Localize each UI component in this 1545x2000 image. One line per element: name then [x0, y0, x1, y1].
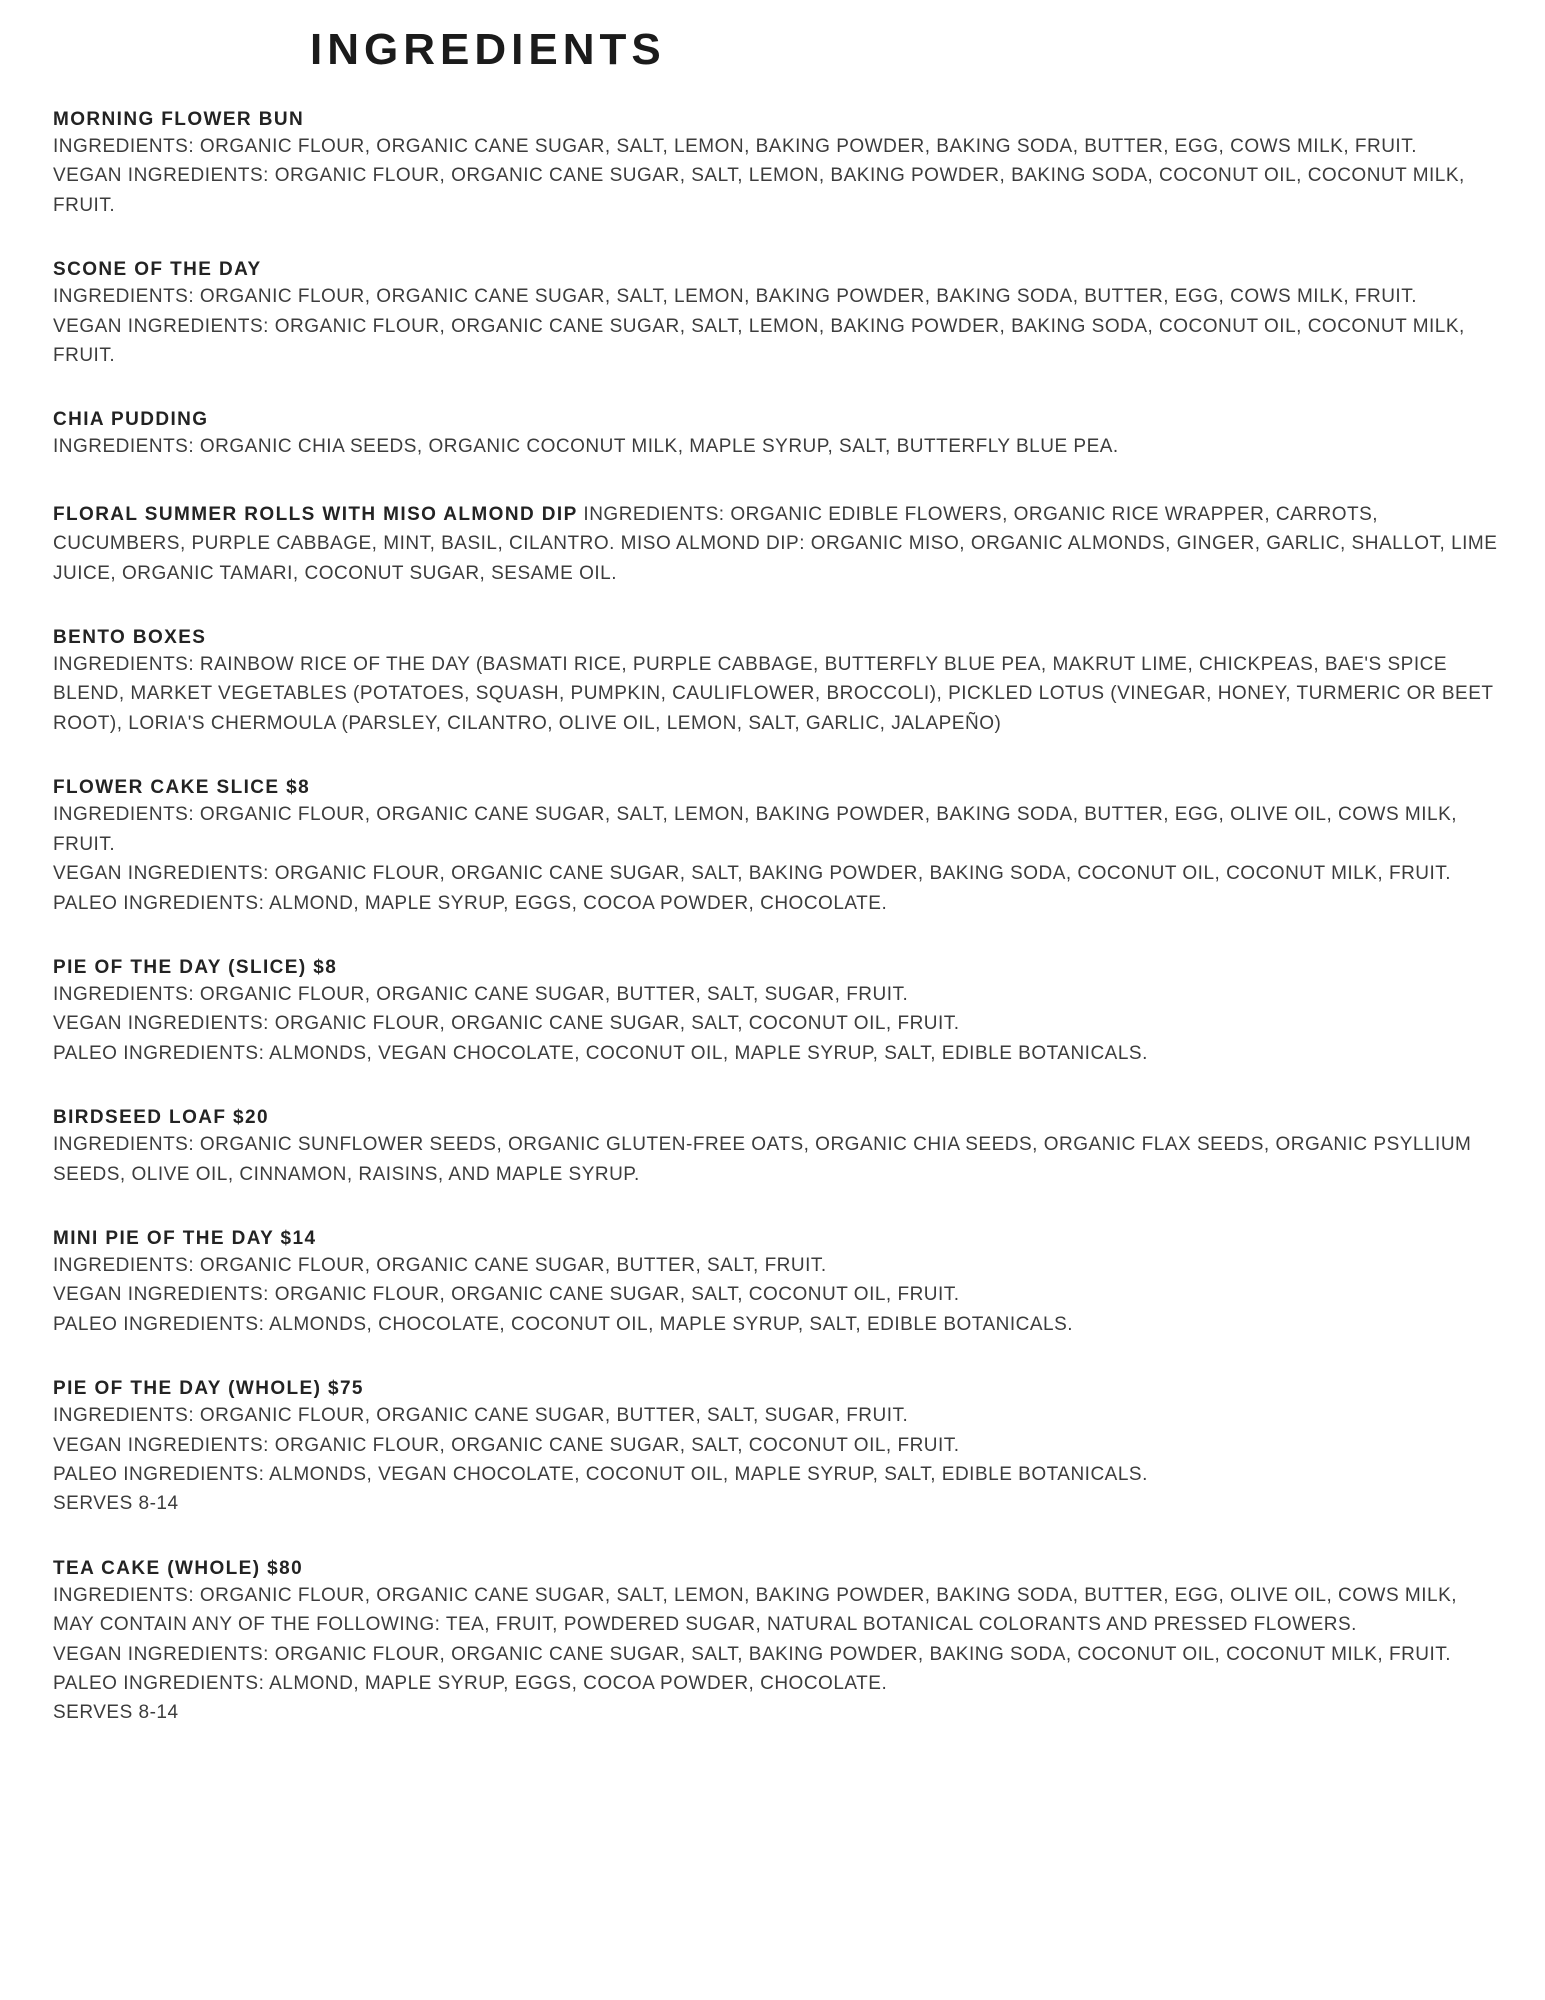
section-heading: BENTO BOXES	[53, 627, 207, 649]
section-paragraph: FLORAL SUMMER ROLLS WITH MISO ALMOND DIP INGREDIENTS: ORGANIC EDIBLE FLOWERS, ORGANIC RICE WRAPPER, CARROTS, CUCUMBERS, PURPLE CABBAGE, MINT, BASIL, CILANTRO. MISO ALMOND DIP: ORGANIC MISO, ORGANIC ALMONDS, GINGER, GARLIC, SHALLOT, LIME JUICE, ORGANIC TAMARI, COCONUT SUGAR, SESAME OIL.	[53, 503, 1498, 584]
section-paragraph: INGREDIENTS: ORGANIC FLOUR, ORGANIC CANE SUGAR, SALT, LEMON, BAKING POWDER, BAKING SODA, BUTTER, EGG, COWS MILK, FRUIT.	[53, 136, 1417, 157]
section-paragraph: INGREDIENTS: ORGANIC FLOUR, ORGANIC CANE SUGAR, SALT, LEMON, BAKING POWDER, BAKING SODA, BUTTER, EGG, OLIVE OIL, COWS MILK, FRUIT.	[53, 804, 1458, 855]
section-paragraph: PALEO INGREDIENTS: ALMOND, MAPLE SYRUP, EGGS, COCOA POWDER, CHOCOLATE.	[53, 892, 888, 914]
section-heading: MORNING FLOWER BUN	[53, 109, 305, 130]
section-heading-inline: FLORAL SUMMER ROLLS WITH MISO ALMOND DIP	[53, 503, 578, 525]
section-paragraph: INGREDIENTS: ORGANIC CHIA SEEDS, ORGANIC COCONUT MILK, MAPLE SYRUP, SALT, BUTTERFLY BLUE PEA.	[53, 436, 1119, 458]
menu-section	[53, 1106, 1503, 1189]
section-heading: FLOWER CAKE SLICE $8	[53, 777, 311, 799]
section-heading: MINI PIE OF THE DAY $14	[53, 1227, 317, 1249]
section-paragraph: VEGAN INGREDIENTS: ORGANIC FLOUR, ORGANIC CANE SUGAR, SALT, BAKING POWDER, BAKING SODA, COCONUT OIL, COCONUT MILK, FRUIT.	[53, 1643, 1452, 1665]
menu-section	[53, 1557, 1503, 1728]
section-paragraph: PALEO INGREDIENTS: ALMONDS, CHOCOLATE, COCONUT OIL, MAPLE SYRUP, SALT, EDIBLE BOTANICALS.	[53, 1313, 1074, 1335]
section-heading: PIE OF THE DAY (SLICE) $8	[53, 956, 338, 978]
section-paragraph: VEGAN INGREDIENTS: ORGANIC FLOUR, ORGANIC CANE SUGAR, SALT, LEMON, BAKING POWDER, BAKING SODA, COCONUT OIL, COCONUT MILK, FRUIT.	[53, 315, 1465, 367]
section-paragraph: VEGAN INGREDIENTS: ORGANIC FLOUR, ORGANIC CANE SUGAR, SALT, COCONUT OIL, FRUIT.	[53, 1013, 960, 1035]
section-paragraph: INGREDIENTS: ORGANIC SUNFLOWER SEEDS, ORGANIC GLUTEN-FREE OATS, ORGANIC CHIA SEEDS, ORGANIC FLAX SEEDS, ORGANIC PSYLLIUM SEEDS, OLIVE OIL, CINNAMON, RAISINS, AND MAPLE SYRUP.	[53, 1134, 1472, 1185]
section-paragraph: INGREDIENTS: ORGANIC FLOUR, ORGANIC CANE SUGAR, BUTTER, SALT, FRUIT.	[53, 1254, 827, 1276]
section-heading: BIRDSEED LOAF $20	[53, 1107, 269, 1129]
sections-list	[53, 108, 1503, 1728]
menu-section	[53, 500, 1503, 588]
menu-section	[53, 108, 1503, 220]
section-paragraph: INGREDIENTS: ORGANIC FLOUR, ORGANIC CANE SUGAR, SALT, LEMON, BAKING POWDER, BAKING SODA, BUTTER, EGG, COWS MILK, FRUIT.	[53, 286, 1417, 308]
section-paragraph: VEGAN INGREDIENTS: ORGANIC FLOUR, ORGANIC CANE SUGAR, SALT, COCONUT OIL, FRUIT.	[53, 1284, 960, 1306]
section-heading: PIE OF THE DAY (WHOLE) $75	[53, 1378, 364, 1400]
menu-section	[53, 1227, 1503, 1339]
section-paragraph: INGREDIENTS: ORGANIC FLOUR, ORGANIC CANE SUGAR, SALT, LEMON, BAKING POWDER, BAKING SODA, BUTTER, EGG, OLIVE OIL, COWS MILK, MAY CONTAIN ANY OF THE FOLLOWING: TEA, FRUIT, POWDERED SUGAR, NATURAL BOTANICAL COLORANTS AND PRESSED FLOWERS.	[53, 1584, 1458, 1636]
section-paragraph: PALEO INGREDIENTS: ALMONDS, VEGAN CHOCOLATE, COCONUT OIL, MAPLE SYRUP, SALT, EDIBLE BOTANICALS.	[53, 1042, 1148, 1064]
section-paragraph: VEGAN INGREDIENTS: ORGANIC FLOUR, ORGANIC CANE SUGAR, SALT, BAKING POWDER, BAKING SODA, COCONUT OIL, COCONUT MILK, FRUIT.	[53, 863, 1452, 885]
section-heading: CHIA PUDDING	[53, 409, 209, 431]
section-paragraph: INGREDIENTS: ORGANIC FLOUR, ORGANIC CANE SUGAR, BUTTER, SALT, SUGAR, FRUIT.	[53, 983, 909, 1005]
menu-section	[53, 408, 1503, 461]
menu-section	[53, 258, 1503, 370]
section-paragraph: PALEO INGREDIENTS: ALMONDS, VEGAN CHOCOLATE, COCONUT OIL, MAPLE SYRUP, SALT, EDIBLE BOTANICALS.	[53, 1463, 1148, 1485]
menu-section	[53, 956, 1503, 1068]
section-paragraph: SERVES 8-14	[53, 1702, 179, 1724]
section-paragraph: VEGAN INGREDIENTS: ORGANIC FLOUR, ORGANIC CANE SUGAR, SALT, LEMON, BAKING POWDER, BAKING SODA, COCONUT OIL, COCONUT MILK, FRUIT.	[53, 165, 1465, 216]
section-paragraph: VEGAN INGREDIENTS: ORGANIC FLOUR, ORGANIC CANE SUGAR, SALT, COCONUT OIL, FRUIT.	[53, 1434, 960, 1456]
page-title: INGREDIENTS	[310, 25, 666, 74]
menu-section	[53, 626, 1503, 738]
section-heading: TEA CAKE (WHOLE) $80	[53, 1557, 304, 1579]
section-paragraph: SERVES 8-14	[53, 1493, 179, 1515]
section-paragraph: INGREDIENTS: RAINBOW RICE OF THE DAY (BASMATI RICE, PURPLE CABBAGE, BUTTERFLY BLUE PEA, MAKRUT LIME, CHICKPEAS, BAE'S SPICE BLEND, MARKET VEGETABLES (POTATOES, SQUASH, PUMPKIN, CAULIFLOWER, BROCCOLI), PICKLED LOTUS (VINEGAR, HONEY, TURMERIC OR BEET ROOT), LORIA'S CHERMOULA (PARSLEY, CILANTRO, OLIVE OIL, LEMON, SALT, GARLIC, JALAPEÑO)	[53, 654, 1494, 734]
section-paragraph: INGREDIENTS: ORGANIC FLOUR, ORGANIC CANE SUGAR, BUTTER, SALT, SUGAR, FRUIT.	[53, 1405, 909, 1427]
menu-section	[53, 776, 1503, 918]
menu-section	[53, 1377, 1503, 1519]
section-heading: SCONE OF THE DAY	[53, 259, 262, 281]
section-paragraph: PALEO INGREDIENTS: ALMOND, MAPLE SYRUP, EGGS, COCOA POWDER, CHOCOLATE.	[53, 1673, 888, 1694]
